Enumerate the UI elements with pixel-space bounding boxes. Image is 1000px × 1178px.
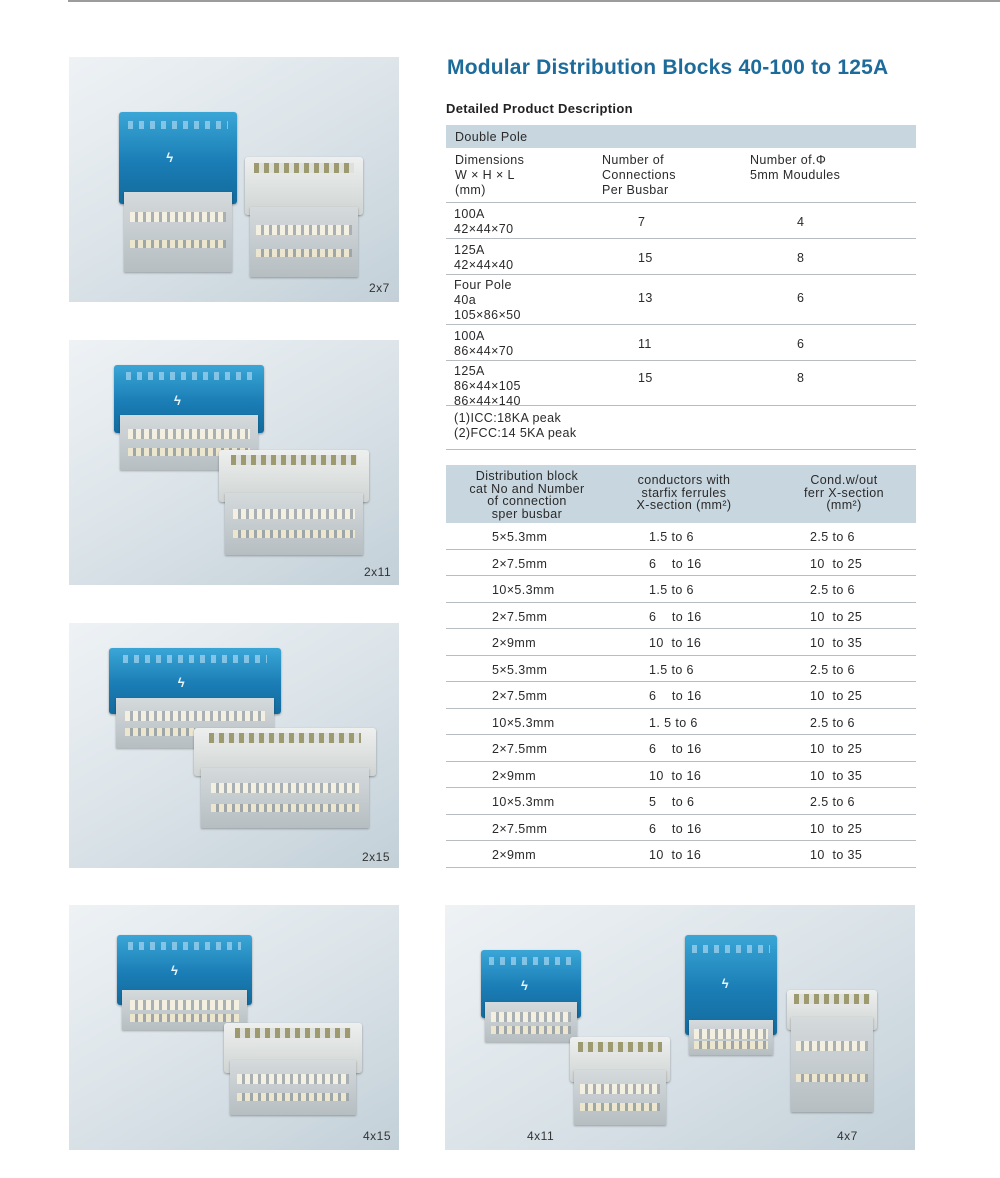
cell-with-ferrules: 6 to 16 bbox=[649, 821, 702, 836]
row-connections: 7 bbox=[638, 215, 646, 229]
photo-caption: 2x11 bbox=[364, 565, 392, 579]
photo-caption: 2x7 bbox=[369, 281, 390, 295]
clear-cover-block bbox=[224, 1023, 362, 1115]
table-row bbox=[446, 523, 916, 550]
photo-caption: 4x11 bbox=[527, 1129, 555, 1143]
cell-without-ferrules: 10 to 25 bbox=[810, 742, 863, 756]
cell-block: 2×7.5mm bbox=[492, 609, 548, 624]
cell-without-ferrules: 10 to 25 bbox=[810, 689, 863, 703]
table-row bbox=[446, 576, 916, 603]
cell-block: 10×5.3mm bbox=[492, 715, 555, 730]
table-row bbox=[446, 709, 916, 736]
note-icc: (1)ICC:18KA peak bbox=[454, 411, 562, 425]
cell-with-ferrules: 5 to 6 bbox=[649, 795, 695, 809]
cell-without-ferrules: 2.5 to 6 bbox=[810, 715, 855, 730]
table-row bbox=[446, 603, 916, 630]
cell-without-ferrules: 10 to 35 bbox=[810, 636, 863, 650]
row-connections: 11 bbox=[638, 337, 652, 351]
row-connections: 13 bbox=[638, 291, 653, 305]
cell-without-ferrules: 2.5 to 6 bbox=[810, 662, 855, 677]
column-header-without-ferrules: Cond.w/out ferr X-section (mm²) bbox=[804, 473, 884, 512]
row-description: 100A 86×44×70 bbox=[454, 329, 514, 358]
blue-cover-block: ϟ bbox=[109, 648, 281, 748]
product-photo-2x11 bbox=[69, 340, 399, 585]
cell-with-ferrules: 1.5 to 6 bbox=[649, 583, 694, 597]
section-subtitle: Detailed Product Description bbox=[446, 101, 633, 116]
cell-block: 2×7.5mm bbox=[492, 556, 548, 571]
table-row bbox=[446, 239, 916, 275]
cell-without-ferrules: 10 to 35 bbox=[810, 848, 863, 862]
table-row bbox=[446, 762, 916, 789]
spec-table bbox=[446, 125, 916, 450]
page-title: Modular Distribution Blocks 40-100 to 125A bbox=[447, 56, 889, 79]
cell-with-ferrules: 6 to 16 bbox=[649, 556, 702, 571]
cell-block: 2×9mm bbox=[492, 848, 537, 862]
cell-with-ferrules: 10 to 16 bbox=[649, 848, 702, 862]
cell-with-ferrules: 6 to 16 bbox=[649, 742, 702, 756]
product-photo-4x15 bbox=[69, 905, 399, 1150]
table-row bbox=[446, 841, 916, 868]
table-row bbox=[446, 203, 916, 239]
row-modules: 6 bbox=[797, 337, 805, 351]
cell-block: 2×7.5mm bbox=[492, 821, 548, 836]
photo-caption: 2x15 bbox=[362, 850, 391, 864]
cell-without-ferrules: 10 to 25 bbox=[810, 821, 863, 836]
row-modules: 8 bbox=[797, 251, 805, 265]
table-row bbox=[446, 275, 916, 325]
table-row bbox=[446, 656, 916, 683]
product-photo-4x11-4x7 bbox=[445, 905, 915, 1150]
clear-cover-block bbox=[194, 728, 376, 828]
cell-block: 10×5.3mm bbox=[492, 583, 555, 597]
table-row bbox=[446, 550, 916, 577]
clear-cover-block bbox=[787, 990, 877, 1112]
cell-without-ferrules: 2.5 to 6 bbox=[810, 530, 855, 544]
cell-block: 5×5.3mm bbox=[492, 530, 548, 544]
blue-cover-block: ϟ bbox=[114, 365, 264, 470]
table-row bbox=[446, 735, 916, 762]
cell-without-ferrules: 2.5 to 6 bbox=[810, 583, 855, 597]
row-description: 125A 42×44×40 bbox=[454, 243, 514, 272]
table-row bbox=[446, 815, 916, 842]
row-description: Four Pole 40a 105×86×50 bbox=[454, 278, 521, 322]
photo-caption: 4x7 bbox=[837, 1129, 858, 1143]
clear-cover-block bbox=[570, 1037, 670, 1125]
table-row bbox=[446, 361, 916, 406]
table-band-label: Double Pole bbox=[446, 125, 916, 148]
top-rule bbox=[68, 0, 1000, 2]
row-description: 100A 42×44×70 bbox=[454, 207, 514, 236]
table-header-row bbox=[446, 148, 916, 203]
cell-block: 2×7.5mm bbox=[492, 742, 548, 756]
row-modules: 8 bbox=[797, 371, 805, 385]
cell-block: 2×7.5mm bbox=[492, 689, 548, 703]
column-header-dimensions: Dimensions W × H × L (mm) bbox=[455, 153, 525, 197]
row-modules: 4 bbox=[797, 215, 805, 229]
table-row bbox=[446, 788, 916, 815]
product-photo-2x7 bbox=[69, 57, 399, 302]
table-body bbox=[446, 523, 916, 868]
cell-without-ferrules: 10 to 35 bbox=[810, 768, 863, 783]
photo-caption: 4x15 bbox=[363, 1129, 392, 1143]
cross-section-table bbox=[446, 465, 916, 868]
table-row bbox=[446, 682, 916, 709]
cell-with-ferrules: 6 to 16 bbox=[649, 689, 702, 703]
cell-with-ferrules: 10 to 16 bbox=[649, 636, 702, 650]
blue-cover-block: ϟ bbox=[119, 112, 237, 272]
cell-with-ferrules: 1.5 to 6 bbox=[649, 530, 694, 544]
blue-cover-block: ϟ bbox=[117, 935, 252, 1030]
blue-cover-block: ϟ bbox=[481, 950, 581, 1042]
column-header-block: Distribution block cat No and Number of connection sper busbar bbox=[469, 469, 585, 521]
cell-block: 10×5.3mm bbox=[492, 795, 555, 809]
table-notes bbox=[446, 406, 916, 450]
clear-cover-block bbox=[245, 157, 363, 277]
row-connections: 15 bbox=[638, 251, 653, 265]
row-modules: 6 bbox=[797, 291, 805, 305]
column-header-with-ferrules: conductors with starfix ferrules X-section (mm²) bbox=[636, 473, 732, 512]
column-header-connections: Number of Connections Per Busbar bbox=[602, 153, 676, 197]
cell-without-ferrules: 10 to 25 bbox=[810, 556, 863, 571]
row-description: 125A 86×44×105 86×44×140 bbox=[454, 364, 521, 408]
cell-with-ferrules: 6 to 16 bbox=[649, 609, 702, 624]
column-header-modules: Number of.Φ 5mm Moudules bbox=[750, 153, 841, 182]
cell-with-ferrules: 1. 5 to 6 bbox=[649, 715, 698, 730]
cell-block: 2×9mm bbox=[492, 768, 537, 783]
blue-cover-block: ϟ bbox=[685, 935, 777, 1055]
row-connections: 15 bbox=[638, 371, 653, 385]
cell-without-ferrules: 2.5 to 6 bbox=[810, 795, 855, 809]
table-header-row bbox=[446, 465, 916, 523]
cell-without-ferrules: 10 to 25 bbox=[810, 609, 863, 624]
product-photo-2x15 bbox=[69, 623, 399, 868]
cell-block: 2×9mm bbox=[492, 636, 537, 650]
clear-cover-block bbox=[219, 450, 369, 555]
note-fcc: (2)FCC:14 5KA peak bbox=[454, 426, 577, 440]
cell-with-ferrules: 1.5 to 6 bbox=[649, 662, 694, 677]
table-row bbox=[446, 325, 916, 361]
table-row bbox=[446, 629, 916, 656]
cell-block: 5×5.3mm bbox=[492, 662, 548, 677]
cell-with-ferrules: 10 to 16 bbox=[649, 768, 702, 783]
